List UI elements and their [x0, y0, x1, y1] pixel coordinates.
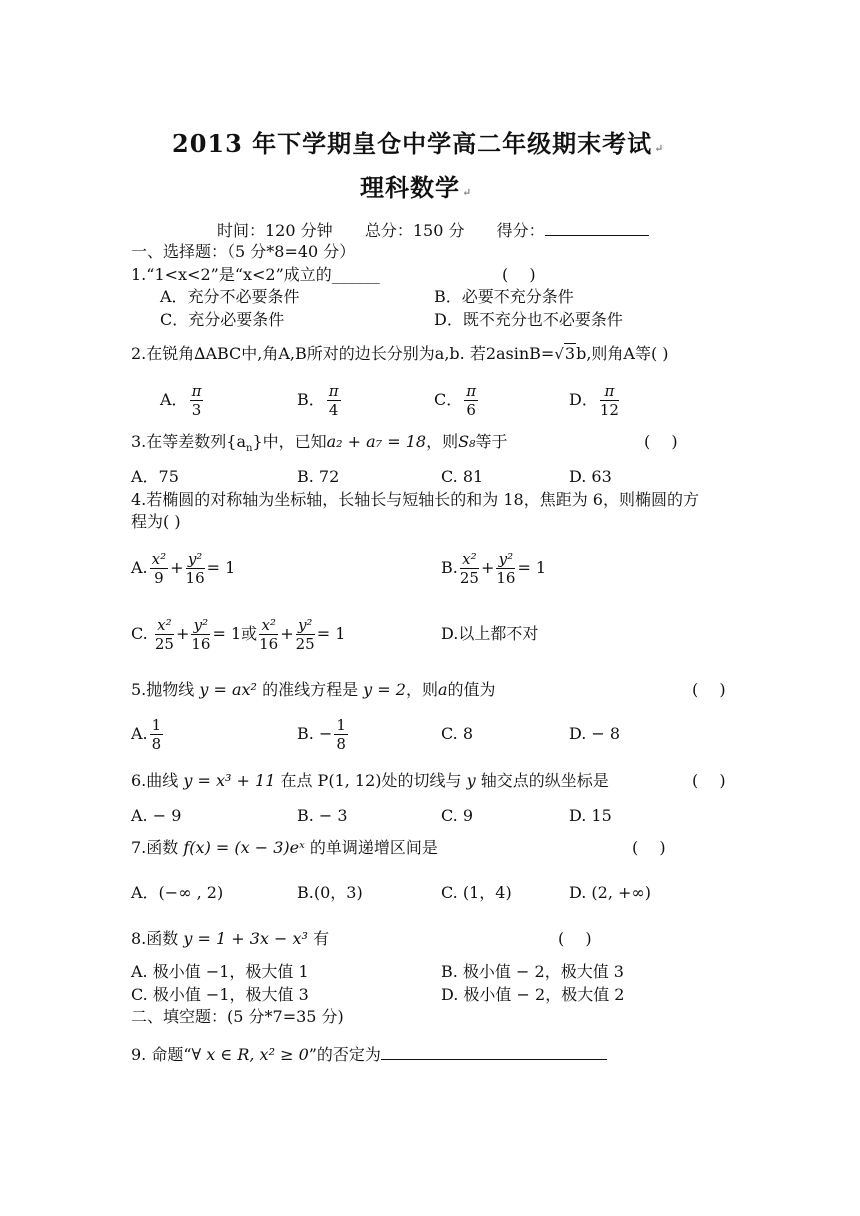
q1-option-b: B．必要不充分条件 — [434, 287, 574, 306]
q1-option-a: A．充分不必要条件 — [160, 287, 300, 306]
q6-option-c: C. 9 — [441, 806, 474, 825]
q8-stem: 8.函数 y = 1 + 3x − x³ 有 — [131, 929, 330, 948]
q4-option-c: C. $\frac{\text{x²}}{25}$ + $\frac{\text{y²}}{16}$ = 1或 $\frac{\text{x²}}{16}$ + $\frac{\text{y²}}{25}$ = 1 — [131, 616, 346, 653]
q3-option-b: B. 72 — [297, 467, 340, 486]
q8-option-a: A. 极小值 −1，极大值 1 — [131, 962, 309, 981]
q3-paren: ( ) — [644, 432, 678, 451]
q2-stem: 2.在锐角∆ABC中,角A,B所对的边长分别为a,b. 若2asinB=√3b,则角A等( ) — [131, 344, 669, 363]
q8-option-d: D. 极小值 − 2，极大值 2 — [441, 985, 625, 1004]
q6-paren: ( ) — [692, 771, 726, 790]
q9-answer-blank — [381, 1043, 607, 1060]
exam-info: 时间：120 分钟 总分：150 分 得分： — [217, 219, 649, 241]
q2-option-c: C． $\frac{\pi}{6}$ — [434, 382, 477, 419]
paragraph-mark-icon: ↵ — [462, 186, 473, 199]
q9-stem: 9. 命题“∀ x ∈ R, x² ≥ 0”的否定为 — [131, 1043, 607, 1065]
paragraph-mark-icon: ↵ — [654, 142, 665, 155]
q1-option-c: C．充分必要条件 — [160, 310, 285, 329]
q7-paren: ( ) — [632, 838, 666, 857]
q6-stem: 6.曲线 y = x³ + 11 在点 P(1, 12)处的切线与 y 轴交点的纵坐标是 — [131, 771, 609, 790]
q3-option-a: A．75 — [131, 467, 179, 486]
q7-option-b: B.(0，3) — [297, 883, 363, 902]
q6-option-b: B. − 3 — [297, 806, 348, 825]
q3-option-c: C. 81 — [441, 467, 484, 486]
q5-option-d: D. − 8 — [569, 724, 621, 743]
q6-option-d: D. 15 — [569, 806, 612, 825]
q1-option-d: D．既不充分也不必要条件 — [434, 310, 623, 329]
q5-stem: 5.抛物线 y = ax² 的准线方程是 y = 2，则a的值为 — [131, 680, 496, 699]
q7-option-c: C. (1，4) — [441, 883, 512, 902]
q5-paren: ( ) — [692, 680, 726, 699]
q4-option-d: D.以上都不对 — [441, 624, 539, 643]
q7-option-d: D. (2, +∞) — [569, 883, 651, 902]
q2-option-b: B． $\frac{\pi}{4}$ — [297, 382, 339, 419]
q4-option-b: B. $\frac{\text{x²}}{25}$ + $\frac{\text{y²}}{16}$ = 1 — [441, 550, 547, 587]
score-blank — [545, 219, 649, 236]
exam-subtitle: 理科数学 ↵ — [360, 173, 473, 202]
q1-stem: 1.“1<x<2”是“x<2”成立的______ — [131, 265, 380, 284]
q2-option-a: A． $\frac{\pi}{3}$ — [160, 382, 202, 419]
q3-stem: 3.在等差数列$\{a_n\}$中，已知a₂ + a₇ = 18，则S₈等于 — [131, 432, 508, 455]
q4-option-a: A. $\frac{\text{x²}}{9}$ + $\frac{\text{y²}}{16}$ = 1 — [131, 550, 236, 587]
section-choice-heading: 一、选择题：（5 分*8=40 分） — [131, 242, 356, 261]
q7-option-a: A．(−∞ , 2) — [131, 883, 224, 902]
q7-stem: 7.函数 f(x) = (x − 3)eˣ 的单调递增区间是 — [131, 838, 438, 857]
q8-option-b: B. 极小值 − 2，极大值 3 — [441, 962, 624, 981]
q5-option-c: C. 8 — [441, 724, 474, 743]
q1-paren: ( ) — [502, 265, 536, 284]
q4-stem-line1: 4.若椭圆的对称轴为坐标轴，长轴长与短轴长的和为 18，焦距为 6，则椭圆的方 — [131, 490, 699, 509]
q2-option-d: D． $\frac{\pi}{12}$ — [569, 382, 619, 419]
q8-paren: ( ) — [558, 929, 592, 948]
q3-option-d: D. 63 — [569, 467, 612, 486]
q5-option-b: B. − $\frac{1}{8}$ — [297, 716, 346, 753]
section-fill-heading: 二、填空题：(5 分*7=35 分) — [131, 1007, 344, 1026]
q5-option-a: A. $\frac{1}{8}$ — [131, 716, 162, 753]
exam-title: 2013 年下学期皇仓中学高二年级期末考试 ↵ — [172, 129, 665, 158]
q6-option-a: A. − 9 — [131, 806, 182, 825]
q4-stem-line2: 程为( ) — [131, 512, 181, 531]
q8-option-c: C. 极小值 −1，极大值 3 — [131, 985, 309, 1004]
